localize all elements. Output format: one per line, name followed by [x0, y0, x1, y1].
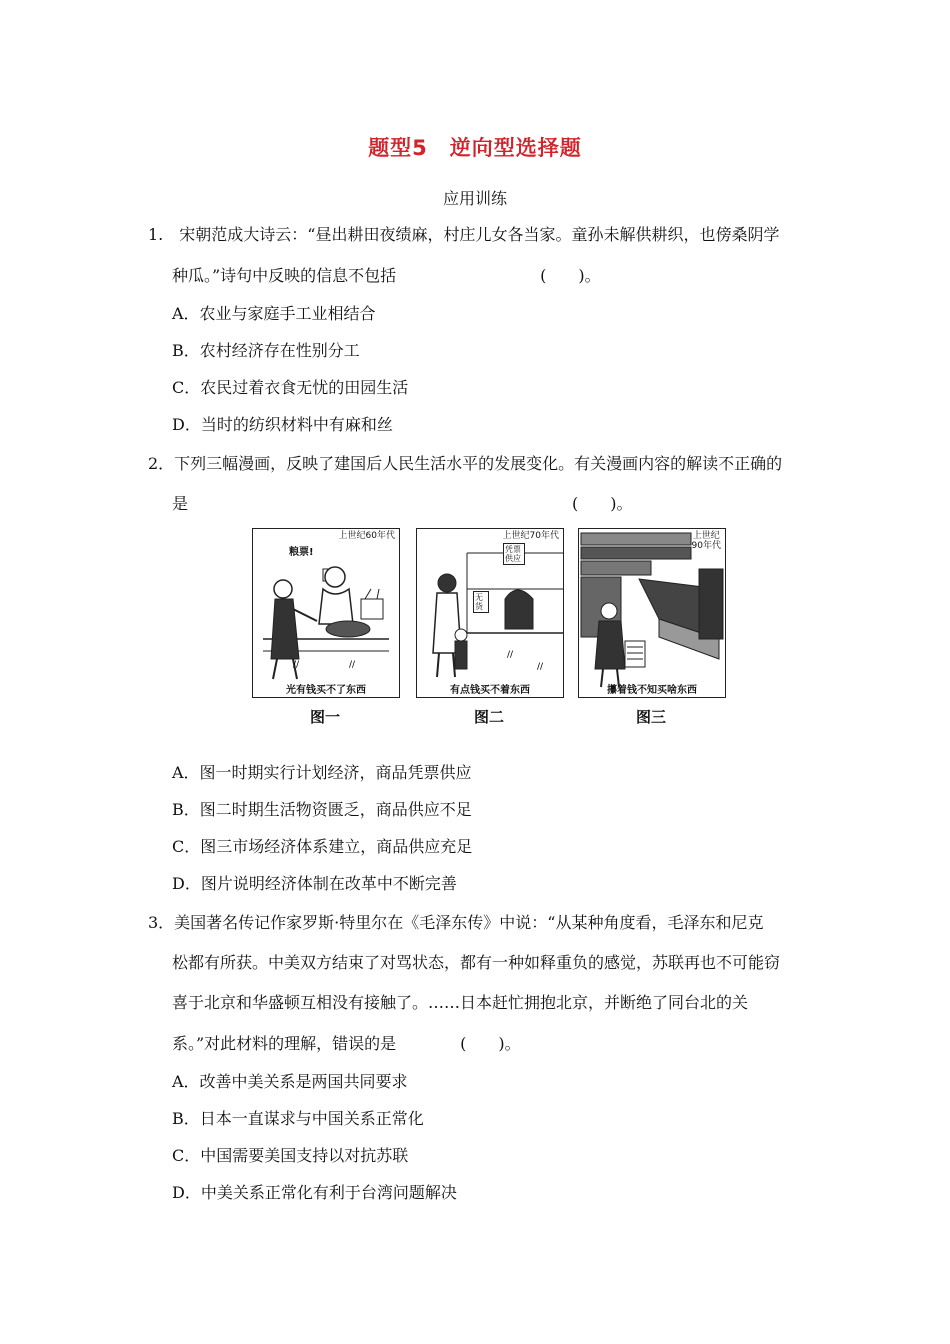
q3-stem-line1: 3．美国著名传记作家罗斯·特里尔在《毛泽东传》中说：“从某种角度看，毛泽东和尼克 [148, 913, 764, 932]
q2-option-a[interactable]: A．图一时期实行计划经济，商品凭票供应 [172, 763, 472, 782]
comic-panel-2-caption: 有点钱买不着东西 [450, 685, 530, 696]
comic-panel-1-drawing [253, 529, 399, 697]
page-title: 题型5 逆向型选择题 [368, 136, 582, 160]
q3-stem-line3: 喜于北京和华盛顿互相没有接触了。……日本赶忙拥抱北京，并断绝了同台北的关 [172, 993, 749, 1012]
comic-panel-2-sign-ration: 凭票供应 [503, 543, 525, 565]
q2-option-b[interactable]: B．图二时期生活物资匮乏，商品供应不足 [172, 800, 472, 819]
q3-option-b[interactable]: B．日本一直谋求与中国关系正常化 [172, 1109, 424, 1128]
comic-panel-3-era-line2: 90年代 [691, 541, 721, 551]
q1-option-d[interactable]: D．当时的纺织材料中有麻和丝 [172, 415, 393, 434]
comic-panel-1-era: 上世纪60年代 [338, 531, 395, 541]
comic-panel-1 [252, 528, 400, 698]
comic-panel-1-bubble: 粮票! [289, 547, 314, 558]
svg-text://: // [507, 650, 514, 660]
q3-option-d[interactable]: D．中美关系正常化有利于台湾问题解决 [172, 1183, 457, 1202]
figure-label-3: 图三 [635, 708, 666, 726]
q1-stem-line1: 1. 宋朝范成大诗云：“昼出耕田夜绩麻，村庄儿女各当家。童孙未解供耕织，也傍桑阴学 [148, 225, 780, 244]
q2-stem-line1: 2．下列三幅漫画，反映了建国后人民生活水平的发展变化。有关漫画内容的解读不正确的 [148, 454, 783, 473]
comic-panel-3-drawing [579, 529, 725, 697]
q3-stem-line2: 松都有所获。中美双方结束了对骂状态，都有一种如释重负的感觉，苏联再也不可能窃 [172, 953, 781, 972]
q2-option-c[interactable]: C．图三市场经济体系建立，商品供应充足 [172, 837, 473, 856]
comic-panel-3-era-line1: 上世纪 [692, 531, 720, 541]
q1-option-c[interactable]: C．农民过着衣食无忧的田园生活 [172, 378, 409, 397]
comic-panel-3-caption: 攥着钱不知买啥东西 [607, 685, 697, 696]
comic-panel-3-era [692, 531, 721, 551]
q3-option-c[interactable]: C．中国需要美国支持以对抗苏联 [172, 1146, 409, 1165]
comic-panel-1-caption: 光有钱买不了东西 [286, 685, 366, 696]
figure-label-1: 图一 [309, 708, 340, 726]
q2-stem-line2: 是 ( )。 [172, 494, 633, 513]
q1-option-a[interactable]: A．农业与家庭手工业相结合 [172, 304, 376, 323]
svg-text://: // [293, 660, 300, 670]
q3-option-a[interactable]: A．改善中美关系是两国共同要求 [172, 1072, 408, 1091]
svg-text://: // [537, 662, 544, 672]
q1-stem-line2: 种瓜。”诗句中反映的信息不包括 ( )。 [172, 266, 601, 285]
comic-panel-3 [578, 528, 726, 698]
comic-panel-2-sign-out-of-stock: 无货 [473, 591, 489, 613]
comic-panel-2-era: 上世纪70年代 [502, 531, 559, 541]
comic-panel-2 [416, 528, 564, 698]
q3-stem-line4: 系。”对此材料的理解，错误的是 ( )。 [172, 1034, 521, 1053]
q2-option-d[interactable]: D．图片说明经济体制在改革中不断完善 [172, 874, 457, 893]
comic-panel-2-drawing [417, 529, 563, 697]
comic-strip [250, 528, 730, 728]
section-subtitle: 应用训练 [442, 189, 507, 208]
svg-text://: // [349, 660, 356, 670]
q1-option-b[interactable]: B．农村经济存在性别分工 [172, 341, 360, 360]
figure-label-2: 图二 [473, 708, 504, 726]
